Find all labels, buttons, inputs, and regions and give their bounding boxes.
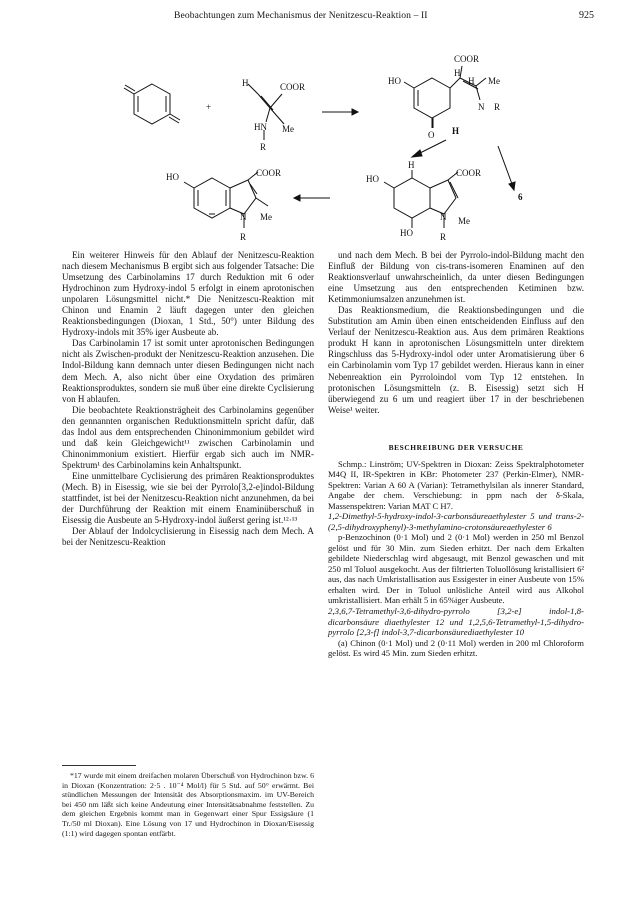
paragraph: Die beobachtete Reaktionsträgheit des Carbinolamins gegenüber den gennannten organischen Reduktionsmitteln spricht dafür, daß das Indol aus dem entsprechenden Chinonimmonium gebildet wird und daß kein Gleichgewicht¹¹ zwischen Carbinolamin und Chinonimmonium existiert. Hierfür ergab sich auch im NMR-Spektrum¹ des Carbinolamins kein Anhaltspunkt. [62, 404, 314, 470]
arrow-to-6 [498, 146, 512, 184]
label-h: H [454, 68, 461, 78]
footnote [62, 771, 314, 838]
arrow-diagonal [418, 140, 446, 154]
label-coor: COOR [454, 54, 480, 64]
label-ho: HO [388, 76, 401, 86]
label-h: H [242, 78, 249, 88]
carbinolamine-structure [384, 170, 458, 228]
label-coor: COOR [256, 168, 282, 178]
benzoquinone-structure [124, 84, 180, 124]
label-six: 6 [518, 192, 523, 202]
label-n: N [478, 102, 485, 112]
label-r: R [494, 102, 501, 112]
page-number: 925 [579, 10, 594, 21]
paragraph: Das Reaktionsmedium, die Reaktionsbedingungen und die Substitution am Amin üben einen entscheidenden Einfluss auf den Verlauf der Nenitzescu-Reaktion aus. Aus dem primären Reaktions produkt H kann in aprotonischen Lösungsmitteln unter direktem Ringschluss das 5-Hydroxy-indol oder unter Aromatisierung über 6 ein Carbinolamin vom Typ 17 gebildet werden. Hieraus kann in einer Nebenreaktion ein Pyrroloindol vom Typ 12 entstehen. In protonischen Lösungsmitteln (z. B. Eisessig) setzt sich H überwiegend zu 6 um und reagiert über 17 in der beschriebenen Weise¹ weiter. [328, 305, 584, 415]
label-h: H [468, 76, 475, 86]
procedure-text: p-Benzochinon (0·1 Mol) und 2 (0·1 Mol) werden in 250 ml Benzol gelöst und für 30 Min. zum Sieden erhitzt. Der nach dem Erkalten gebildete Niederschlag wird abgesaugt, mit Benzol gewaschen und mit 250 ml Toluol ausgekocht. Aus der filtrierten Toluollösung kristallisiert 6² aus, das nach Umkristallisation aus Essigester in einer Ausbeute von 15% erhalten wird. Der in Toluol unlösliche Anteil wird aus Alkohol umkristallisiert. Man erhält 5 in 65%iger Ausbeute. [328, 532, 584, 606]
right-column [328, 250, 584, 659]
compound-heading: 2,3,6,7-Tetramethyl-3,6-dihydro-pyrrolo [3,2-e] indol-1,8-dicarbonsäure diaethylester 12 und 1,2,5,6-Tetramethyl-1,5-dihydro-pyrrolo [2,3-f] indol-3,7-dicarbonsäurediaethylester 10 [328, 605, 584, 638]
label-coor: COOR [280, 82, 306, 92]
left-column [62, 250, 314, 548]
methods-text: Schmp.: Linström; UV-Spektren in Dioxan: Zeiss Spektralphotometer M4Q II, IR-Spektren in KBr: Photometer 237 (Perkin-Elmer), NMR-Spektren: Varian A 60 A (Varian): Tetramethylsilan als innerer Standard, Angabe der chem. Verschiebung: in ppm nach der δ-Skala, Massenspektren: Varian MAT C H7. [328, 458, 584, 511]
paragraph: und nach dem Mech. B bei der Pyrrolo-indol-Bildung macht den Einfluß der Bildung von cis-trans-isomeren Enaminen auf den Reaktionsverlauf unwahrscheinlich, da unter diesen Bedingungen eine Umsetzung aus den entsprechenden Ketiminen bzw. Ketimmoniumsalzen anzunehmen ist. [328, 250, 584, 305]
paragraph: Das Carbinolamin 17 ist somit unter aprotonischen Bedingungen nicht als Zwischen-produkt der Nenitzescu-Reaktion anzusehen. Die Indol-Bildung kann demnach unter diesen Bedingungen nicht nach dem Mech. A, also nicht über eine Oxydation des primären Reaktionsproduktes, sondern sie muß über eine direkte Cyclisierung von H ablaufen. [62, 338, 314, 404]
footnote-rule [62, 765, 136, 766]
label-coor: COOR [456, 168, 482, 178]
compound-heading: 1,2-Dimethyl-5-hydroxy-indol-3-carbonsäureaethylester 5 und trans-2-(2,5-dihydroxyphenyl)-3-methylamino-crotonsäureaethylester 6 [328, 511, 584, 532]
label-h: H [452, 126, 460, 136]
label-plus: + [206, 102, 212, 112]
label-o: O [428, 130, 435, 140]
label-me: Me [458, 216, 470, 226]
label-ho: HO [166, 172, 179, 182]
label-r: R [240, 232, 247, 242]
label-ho: HO [400, 228, 413, 238]
label-n: N [240, 212, 247, 222]
label-r: R [440, 232, 447, 242]
paragraph: Der Ablauf der Indolcyclisierung in Eisessig nach dem Mech. A bei der Nenitzescu-Reaktion [62, 526, 314, 548]
procedure-text: (a) Chinon (0·1 Mol) und 2 (0·11 Mol) werden in 200 ml Chloroform gelöst. Es wird 45 Min. zum Sieden erhitzt. [328, 637, 584, 659]
label-ho: HO [366, 174, 379, 184]
paragraph: Eine unmittelbare Cyclisierung des primären Reaktionsproduktes (Mech. B) in Eisessig, wie sie bei der Pyrrolo[3,2-e]indol-Bildung stattfindet, ist bei der Nenitzescu-Reaktion nicht anzunehmen, da bei der Durchführung der Reaktion mit einem Enaminüberschuß in Eisessig die Ausbeute an 5-Hydroxy-indol äußerst gering ist.¹²·¹³ [62, 470, 314, 526]
running-title: Beobachtungen zum Mechanismus der Nenitzescu-Reaktion – II [174, 10, 428, 21]
label-me: Me [282, 124, 294, 134]
label-me: Me [488, 76, 500, 86]
section-title: BESCHREIBUNG DER VERSUCHE [388, 442, 524, 452]
label-r: R [260, 142, 267, 152]
experimental-section [328, 459, 584, 659]
label-hn: HN [254, 122, 267, 132]
label-me: Me [260, 212, 272, 222]
page-header [64, 10, 594, 26]
footnote-text: *17 wurde mit einem dreifachen molaren Überschuß von Hydrochinon bzw. 6 in Dioxan (Konzentration: 2·5 . 10⁻⁴ Mol/l) für 5 Std. auf 50° erwärmt. Bei stündlichen Messungen der Intensität des Absorptionsmaxim. im UV-Bereich bei 450 nm läßt sich keine Andeutung einer Intensitätsabnahme feststellen. Zu dem gleichen Ergebnis kommt man in Gegenwart einer Spur Essigsäure (1 Tr./50 ml Dioxan). Eine Lösung von 17 und Hydrochinon in Dioxan/Eisessig (1:1) wird dagegen spontan entfärbt. [62, 771, 314, 838]
hydroxy-indole-structure [184, 172, 268, 228]
reaction-scheme [60, 28, 580, 246]
label-h: H [408, 160, 415, 170]
paragraph: Ein weiterer Hinweis für den Ablauf der Nenitzescu-Reaktion nach diesem Mechanismus B ergibt sich aus folgender Tatsache: Die Umsetzung des Carbinolamins 17 durch Reduktion mit 6 oder Hydrochinon zum Hydroxy-indol 5 erfolgt in einem aprotonischen unpolaren Lösungsmittel nicht.* Die Nenitzescu-Reaktion mit Chinon und Enamin 2 läuft dagegen unter den gleichen Reaktionsbedingungen (Dioxan, 1 Std., 50°) unter Bildung des Hydroxy-indols mit 35% iger Ausbeute ab. [62, 250, 314, 338]
label-n: N [440, 212, 447, 222]
